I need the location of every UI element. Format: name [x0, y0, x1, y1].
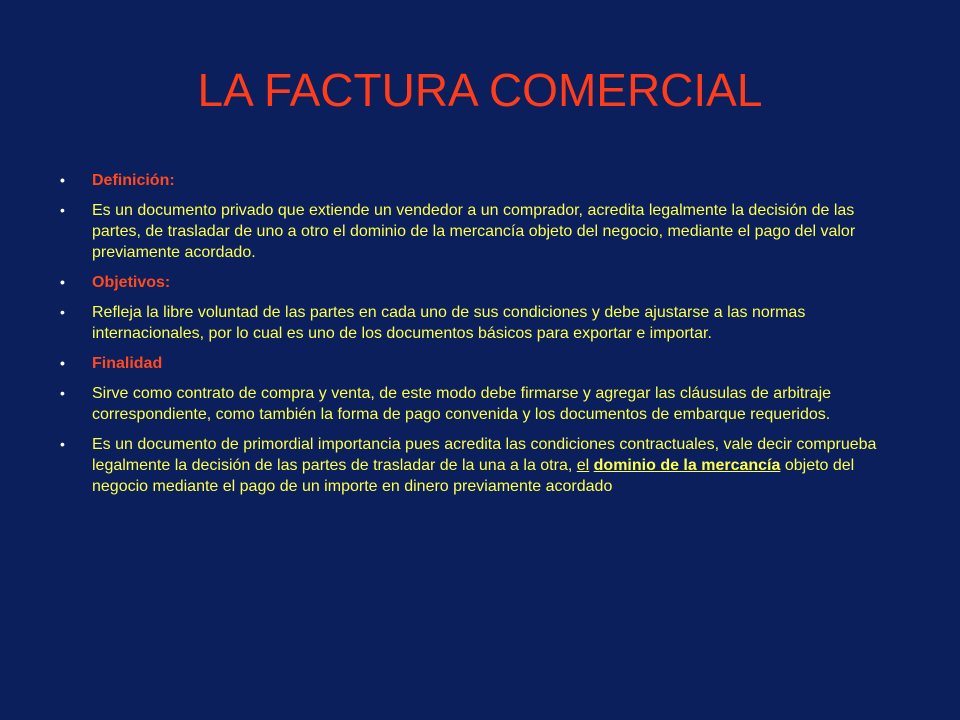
bullet-text: Es un documento privado que extiende un vendedor a un comprador, acredita legalmente la decisión de las partes, de trasladar de uno a otro el dominio de la mercancía objeto del negocio, mediante el pago del valor previamente acordado. — [92, 202, 856, 261]
slide-title: LA FACTURA COMERCIAL — [197, 64, 763, 116]
bullet-objetivos-text — [60, 302, 906, 344]
bullet-definicion-heading — [60, 170, 906, 191]
bullet-text: Finalidad — [92, 355, 163, 372]
bullet-importancia-text — [60, 434, 906, 497]
bullet-text: Objetivos: — [92, 274, 171, 291]
bullet-text-before: Es un documento de primordial importancia pues acredita las condiciones contractuales, vale decir comprueba legalmente la decisión de las partes de trasladar de la una a la otra, — [92, 436, 877, 474]
bullet-icon: • — [60, 436, 65, 452]
bullet-finalidad-text — [60, 383, 906, 425]
bullet-objetivos-heading — [60, 272, 906, 293]
bullet-text: Sirve como contrato de compra y venta, de este modo debe firmarse y agregar las cláusulas de arbitraje correspondiente, como también la forma de pago convenida y los documentos de embarque requeridos. — [92, 385, 832, 423]
bullet-text: Definición: — [92, 172, 175, 189]
bullet-list — [60, 170, 906, 506]
link-el[interactable]: el — [576, 457, 590, 474]
bullet-icon: • — [60, 304, 65, 320]
bullet-icon: • — [60, 385, 65, 401]
bullet-definicion-text — [60, 200, 906, 263]
link-dominio-de-la-mercancia[interactable]: dominio de la mercancía — [593, 457, 781, 474]
bullet-icon: • — [60, 355, 65, 371]
bullet-text: Refleja la libre voluntad de las partes en cada uno de sus condiciones y debe ajustarse a las normas internacionales, por lo cual es uno de los documentos básicos para exportar e importar. — [92, 304, 806, 342]
bullet-text-after: objeto del negocio mediante el pago de un importe en dinero previamente acordado — [92, 457, 855, 495]
bullet-finalidad-heading — [60, 353, 906, 374]
bullet-icon: • — [60, 172, 65, 188]
bullet-icon: • — [60, 202, 65, 218]
bullet-icon: • — [60, 274, 65, 290]
